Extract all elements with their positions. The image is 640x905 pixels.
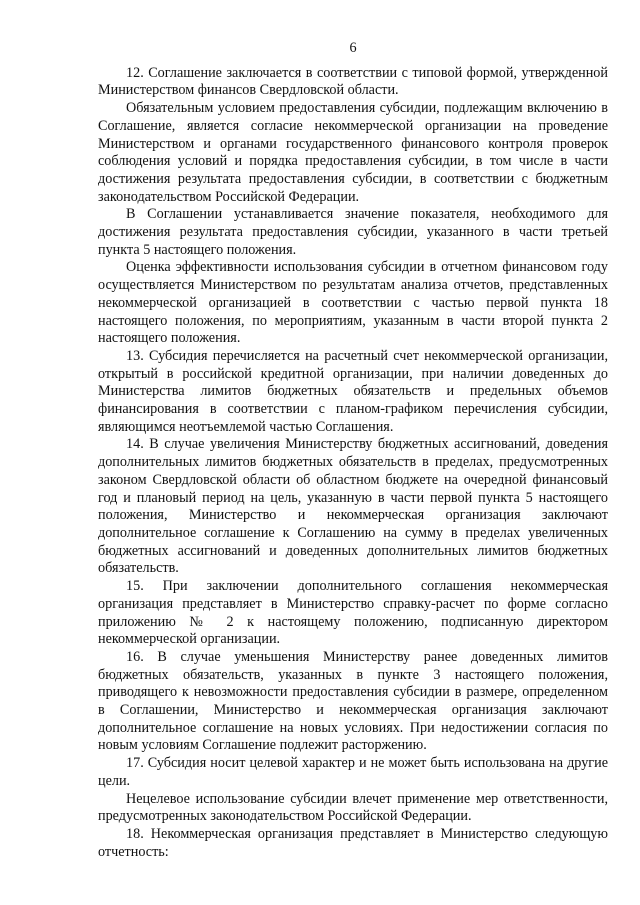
page-number: 6 [349, 40, 357, 56]
paragraph-15: 15. При заключении дополнительного соглашения некоммерческая организация представляет в Министерство справку-расчет по форме согласно приложению № 2 к настоящему положению, подписанную директором некоммерческой организации. [98, 578, 608, 648]
document-page [98, 40, 608, 861]
paragraph-16: 16. В случае уменьшения Министерству ранее доведенных лимитов бюджетных обязательств, указанных в пункте 3 настоящего положения, приводящего к невозможности предоставления субсидии в размере, определенном в Соглашении, Министерство и некоммерческая организация заключают дополнительное соглашение на новых условиях. При недостижении согласия по новым условиям Соглашение подлежит расторжению. [98, 648, 608, 754]
paragraph-12-indicator: В Соглашении устанавливается значение показателя, необходимого для достижения результата предоставления субсидии, указанного в части третьей пункта 5 настоящего положения. [98, 206, 608, 258]
paragraph-14: 14. В случае увеличения Министерству бюджетных ассигнований, доведения дополнительных лимитов бюджетных обязательств в пределах, предусмотренных законом Свердловской области об областном бюджете на очередной финансовый год и плановый период на цель, указанную в части первой пункта 5 настоящего положения, Министерство и некоммерческая организация заключают дополнительное соглашение к Соглашению на сумму в пределах увеличенных бюджетных ассигнований и доведенных дополнительных лимитов бюджетных обязательств. [98, 436, 608, 577]
paragraph-12: 12. Соглашение заключается в соответствии с типовой формой, утвержденной Министерством финансов Свердловской области. [98, 64, 608, 99]
paragraph-13: 13. Субсидия перечисляется на расчетный счет некоммерческой организации, открытый в российской кредитной организации, при наличии доведенных до Министерства лимитов бюджетных обязательств и предельных объемов финансирования в соответствии с планом-графиком перечисления субсидии, являющимся неотъемлемой частью Соглашения. [98, 347, 608, 435]
paragraph-17-misuse: Нецелевое использование субсидии влечет применение мер ответственности, предусмотренных законодательством Российской Федерации. [98, 790, 608, 825]
paragraph-12-condition: Обязательным условием предоставления субсидии, подлежащим включению в Соглашение, является согласие некоммерческой организации на проведение Министерством и органами государственного финансового контроля проверок соблюдения условий и порядка предоставления субсидии, в том числе в части достижения результата предоставления субсидии, в соответствии с бюджетным законодательством Российской Федерации. [98, 100, 608, 205]
paragraph-17: 17. Субсидия носит целевой характер и не может быть использована на другие цели. [98, 755, 608, 789]
paragraph-18: 18. Некоммерческая организация представляет в Министерство следующую отчетность: [98, 825, 608, 860]
paragraph-12-evaluation: Оценка эффективности использования субсидии в отчетном финансовом году осуществляется Министерством по результатам анализа отчетов, представленных некоммерческой организацией в соответствии с частью первой пункта 18 настоящего положения, по мероприятиям, указанным в части второй пункта 2 настоящего положения. [98, 259, 608, 347]
